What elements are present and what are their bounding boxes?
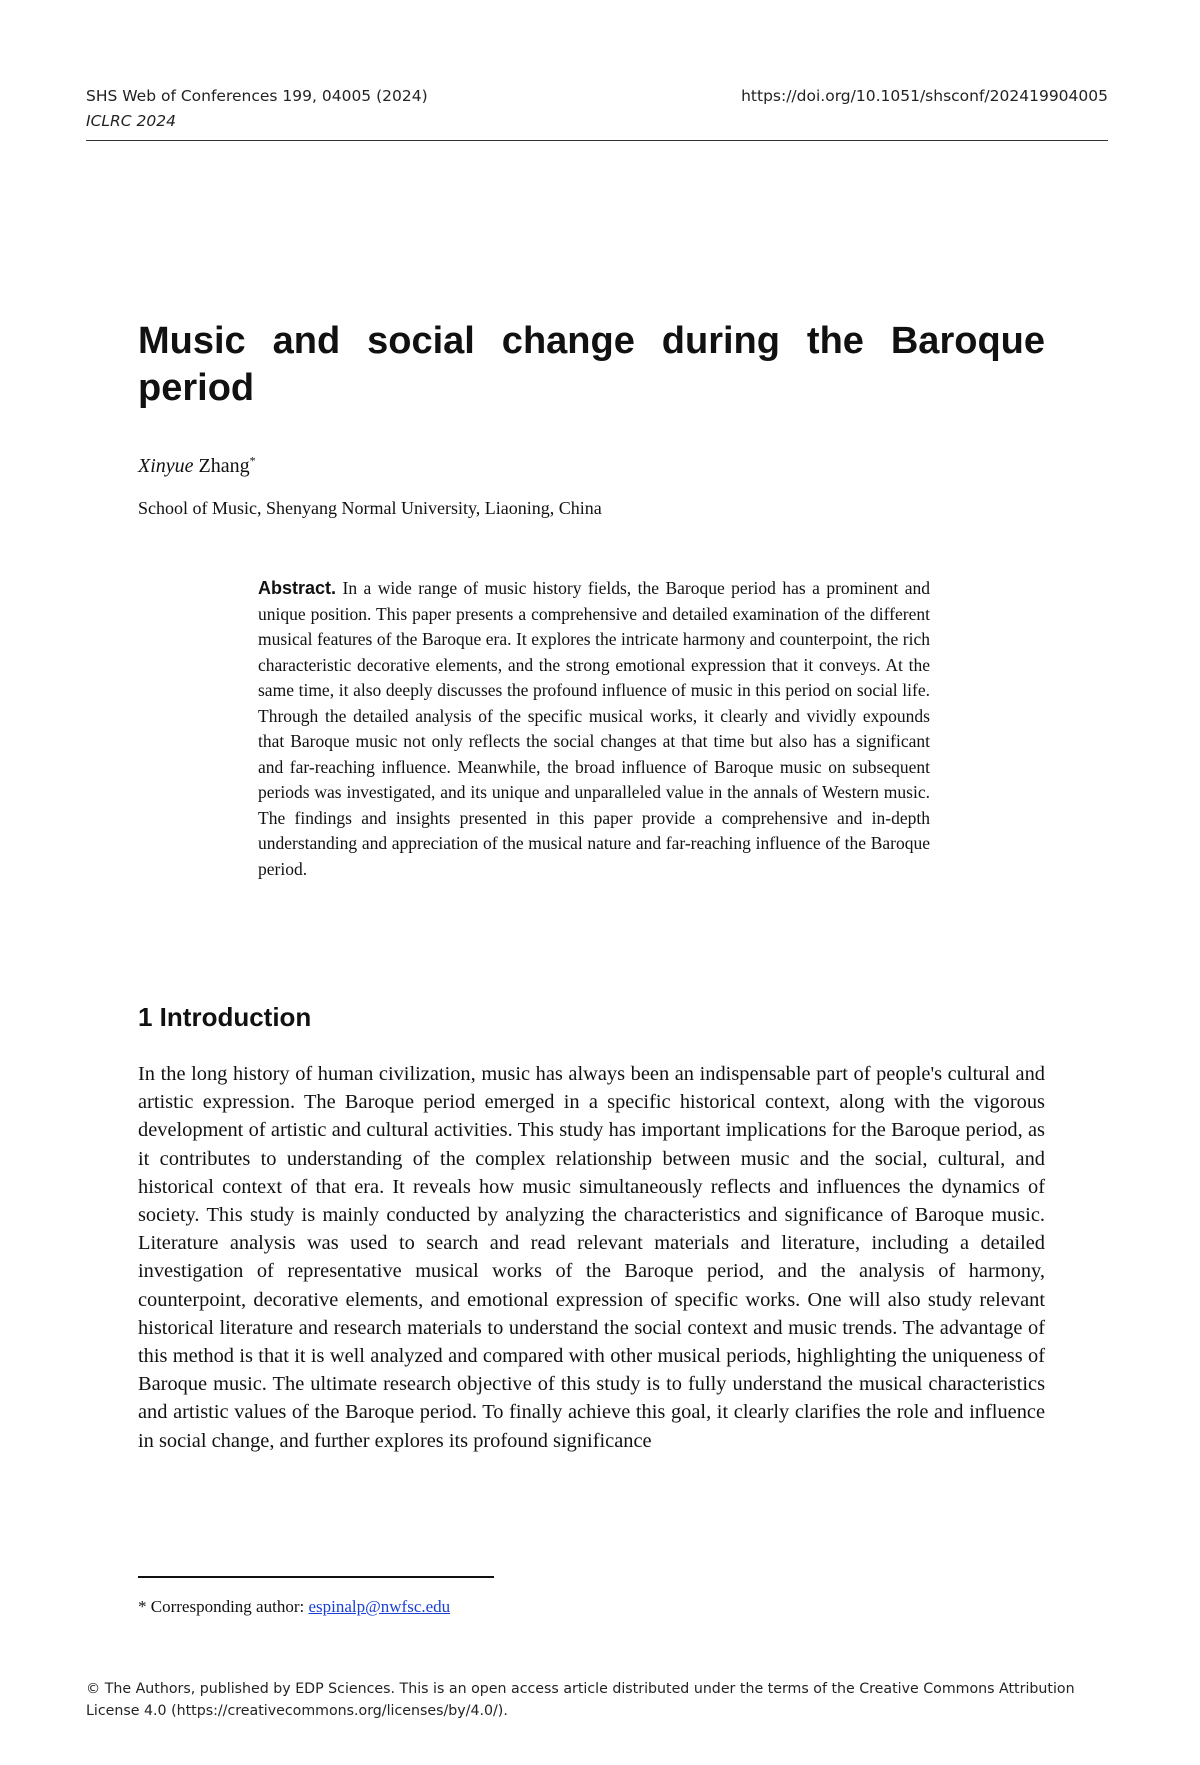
abstract-label: Abstract. xyxy=(258,578,337,598)
doi-link[interactable]: https://doi.org/10.1051/shsconf/202419904005 xyxy=(741,87,1108,105)
journal-citation: SHS Web of Conferences 199, 04005 (2024) xyxy=(86,87,428,105)
author-line xyxy=(138,453,256,479)
section-heading-introduction: 1 Introduction xyxy=(138,1002,312,1032)
author-affiliation: School of Music, Shenyang Normal University, Liaoning, China xyxy=(138,498,602,518)
author-given-name: Xinyue xyxy=(138,455,194,477)
corresponding-marker: * xyxy=(249,453,256,468)
header-rule xyxy=(86,140,1108,141)
abstract xyxy=(258,576,930,882)
author-family-name: Zhang xyxy=(198,455,250,477)
introduction-paragraph: In the long history of human civilization, music has always been an indispensable part of people's cultural and artistic expression. The Baroque period emerged in a specific historical context, along with the vigorous development of artistic and cultural activities. This study has important implications for the Baroque period, as it contributes to understanding of the complex relationship between music and the social, cultural, and historical context of that era. It reveals how music simultaneously reflects and influences the dynamics of society. This study is mainly conducted by analyzing the characteristics and significance of Baroque music. Literature analysis was used to search and read relevant materials and literature, including a detailed investigation of representative musical works of the Baroque period, and the analysis of harmony, counterpoint, decorative elements, and emotional expression of specific works. One will also study relevant historical literature and research materials to understand the social context and music trends. The advantage of this method is that it is well analyzed and compared with other musical periods, highlighting the uniqueness of Baroque music. The ultimate research objective of this study is to fully understand the musical characteristics and artistic values of the Baroque period. To finally achieve this goal, it clearly clarifies the role and influence in social change, and further explores its profound significance xyxy=(138,1063,1045,1452)
conference-name: ICLRC 2024 xyxy=(86,112,176,130)
author-email-link[interactable]: espinalp@nwfsc.edu xyxy=(308,1597,451,1616)
running-header-left xyxy=(86,84,428,134)
footnote-label: * Corresponding author: xyxy=(138,1597,305,1616)
footnote xyxy=(138,1595,450,1619)
license-notice: © The Authors, published by EDP Sciences. This is an open access article distributed under the terms of the Creative Commons Attribution License 4.0 (https://creativecommons.org/licenses/by/4.0/). xyxy=(86,1681,1075,1719)
footnote-rule xyxy=(138,1576,494,1578)
abstract-text: In a wide range of music history fields, the Baroque period has a prominent and unique position. This paper presents a comprehensive and detailed examination of the different musical features of the Baroque era. It explores the intricate harmony and counterpoint, the rich characteristic decorative elements, and the strong emotional expression that it conveys. At the same time, it also deeply discusses the profound influence of music in this period on social life. Through the detailed analysis of the specific musical works, it clearly and vividly expounds that Baroque music not only reflects the social changes at that time but also has a significant and far-reaching influence. Meanwhile, the broad influence of Baroque music on subsequent periods was investigated, and its unique and unparalleled value in the annals of Western music. The findings and insights presented in this paper provide a comprehensive and in-depth understanding and appreciation of the musical nature and far-reaching influence of the Baroque period. xyxy=(258,578,931,879)
paper-title: Music and social change during the Baroque period xyxy=(138,320,1045,409)
